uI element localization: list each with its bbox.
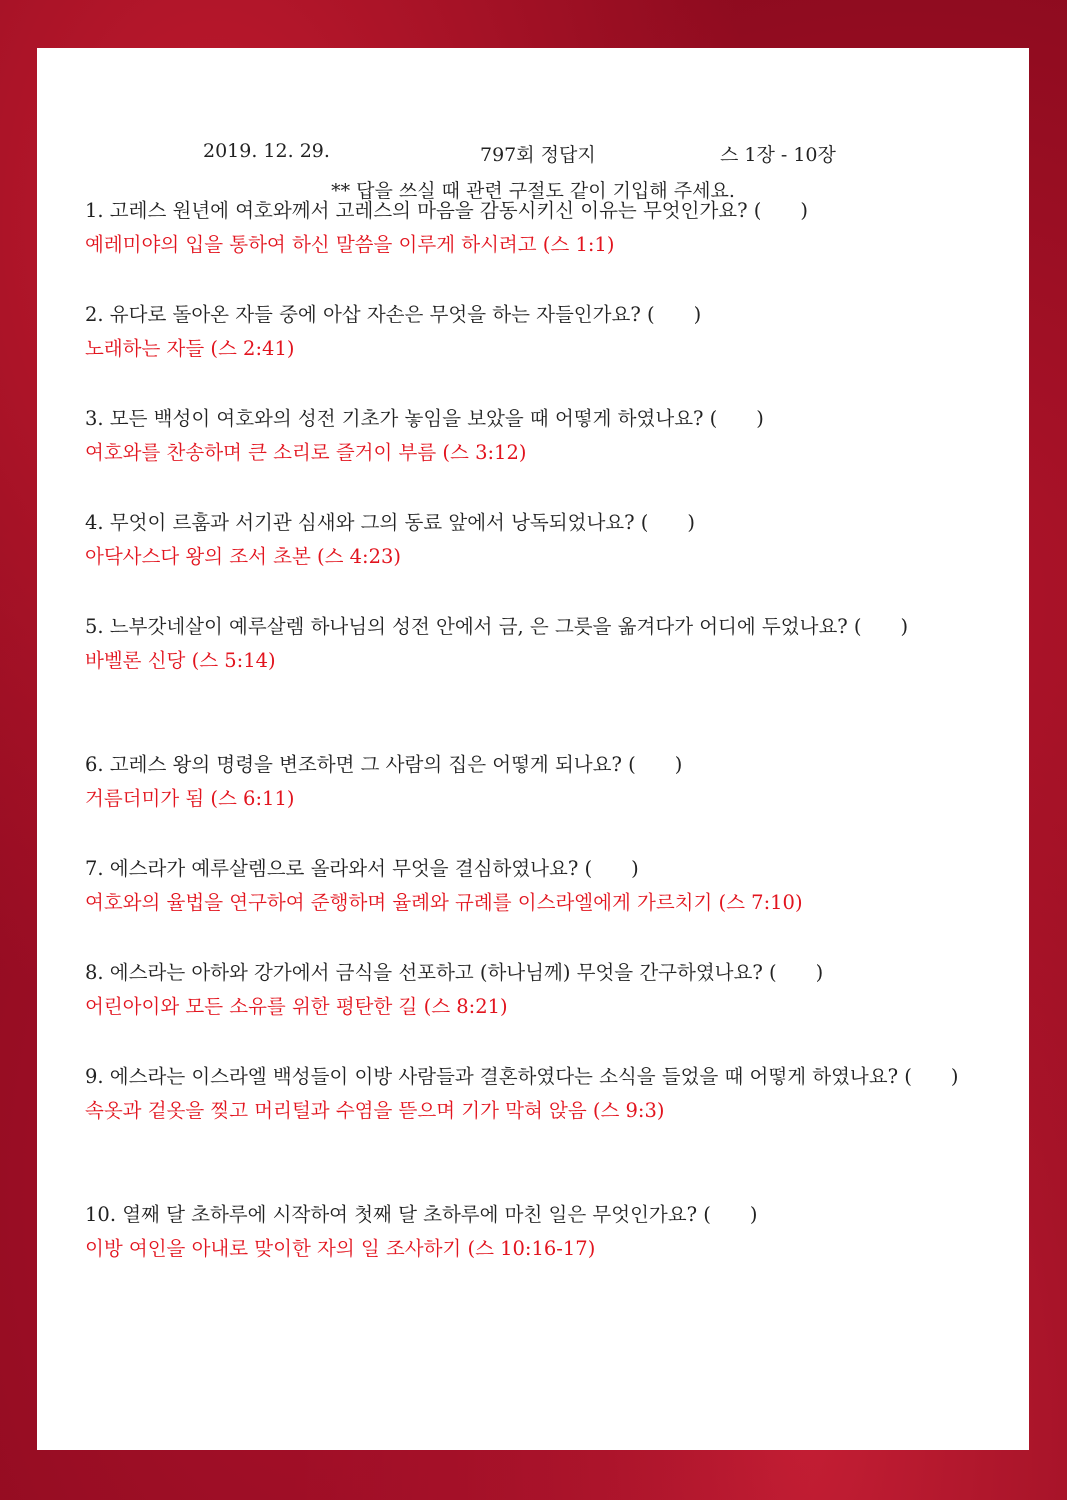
answer-6: 거름더미가 됨 (스 6:11): [85, 787, 295, 810]
question-9: 9. 에스라는 이스라엘 백성들이 이방 사람들과 결혼하였다는 소식을 들었을 때 어떻게 하였나요? ( ): [85, 1065, 959, 1088]
qa-item-9: [85, 1060, 995, 1128]
qa-item-1: [85, 194, 995, 262]
answer-9: 속옷과 겉옷을 찢고 머리털과 수염을 뜯으며 기가 막혀 앉음 (스 9:3): [85, 1099, 665, 1122]
answer-7: 여호와의 율법을 연구하여 준행하며 율례와 규례를 이스라엘에게 가르치기 (스 7:10): [85, 891, 803, 914]
qa-item-2: [85, 298, 995, 366]
question-4: 4. 무엇이 르훔과 서기관 심새와 그의 동료 앞에서 낭독되었나요? ( ): [85, 511, 695, 534]
qa-item-5: [85, 610, 995, 678]
header-date: 2019. 12. 29.: [203, 140, 330, 162]
question-5: 5. 느부갓네살이 예루살렘 하나님의 성전 안에서 금, 은 그릇을 옮겨다가 어디에 두었나요? ( ): [85, 615, 909, 638]
qa-item-6: [85, 748, 995, 816]
answer-3: 여호와를 찬송하며 큰 소리로 즐거이 부름 (스 3:12): [85, 441, 527, 464]
sheet-header: [37, 140, 1029, 164]
question-2: 2. 유다로 돌아온 자들 중에 아삽 자손은 무엇을 하는 자들인가요? ( ): [85, 303, 702, 326]
qa-item-8: [85, 956, 995, 1024]
question-8: 8. 에스라는 아하와 강가에서 금식을 선포하고 (하나님께) 무엇을 간구하였나요? ( ): [85, 961, 824, 984]
qa-item-3: [85, 402, 995, 470]
header-range: 스 1장 - 10장: [720, 144, 836, 166]
question-3: 3. 모든 백성이 여호와의 성전 기초가 놓임을 보았을 때 어떻게 하였나요? ( ): [85, 407, 764, 430]
qa-item-4: [85, 506, 995, 574]
question-1: 1. 고레스 원년에 여호와께서 고레스의 마음을 감동시키신 이유는 무엇인가요? ( ): [85, 199, 809, 222]
qa-item-7: [85, 852, 995, 920]
answer-2: 노래하는 자들 (스 2:41): [85, 337, 295, 360]
answer-4: 아닥사스다 왕의 조서 초본 (스 4:23): [85, 545, 402, 568]
header-title: 797회 정답지: [480, 144, 596, 166]
answer-10: 이방 여인을 아내로 맞이한 자의 일 조사하기 (스 10:16-17): [85, 1237, 596, 1260]
question-7: 7. 에스라가 예루살렘으로 올라와서 무엇을 결심하였나요? ( ): [85, 857, 639, 880]
question-10: 10. 열째 달 초하루에 시작하여 첫째 달 초하루에 마친 일은 무엇인가요? ( ): [85, 1203, 758, 1226]
qa-item-10: [85, 1198, 995, 1266]
answer-sheet: [37, 48, 1029, 1450]
question-6: 6. 고레스 왕의 명령을 변조하면 그 사람의 집은 어떻게 되나요? ( ): [85, 753, 683, 776]
instruction-note: ** 답을 쓰실 때 관련 구절도 같이 기입해 주세요.: [331, 180, 735, 202]
answer-8: 어린아이와 모든 소유를 위한 평탄한 길 (스 8:21): [85, 995, 508, 1018]
answer-5: 바벨론 신당 (스 5:14): [85, 649, 276, 672]
answer-1: 예레미야의 입을 통하여 하신 말씀을 이루게 하시려고 (스 1:1): [85, 233, 615, 256]
